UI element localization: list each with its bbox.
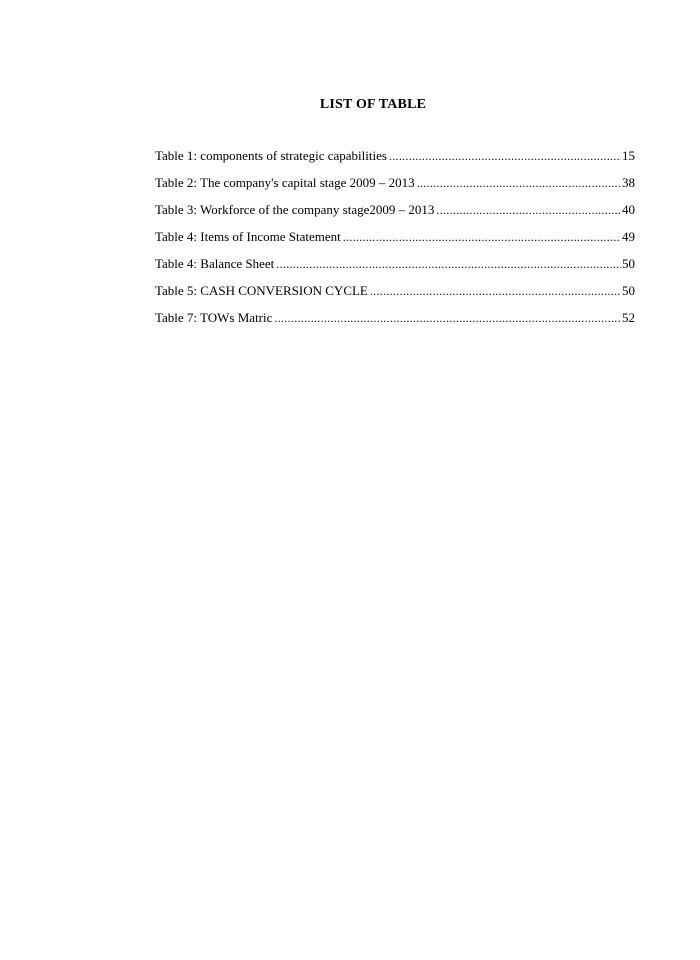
dot-leader (436, 202, 621, 218)
toc-entry-page-number: 52 (622, 310, 635, 325)
toc-entry-label: Table 4: Balance Sheet (155, 256, 275, 271)
toc-entry-page-number: 38 (622, 175, 635, 190)
toc-entry-label: Table 1: components of strategic capabilities (155, 148, 387, 163)
toc-entry-page-number: 50 (622, 283, 635, 298)
toc-entry-page-number: 40 (622, 202, 635, 217)
dot-leader (343, 229, 621, 245)
toc-entry-table-4-balance (155, 256, 635, 283)
toc-entry-page-number: 50 (622, 256, 635, 271)
toc-entry-table-2 (155, 175, 635, 202)
toc-entry-label: Table 7: TOWs Matric (155, 310, 273, 325)
page-title: LIST OF TABLE (319, 97, 427, 112)
dot-leader (417, 175, 621, 191)
toc-entry-label: Table 3: Workforce of the company stage2009 – 2013 (155, 202, 435, 217)
toc-entry-label: Table 5: CASH CONVERSION CYCLE (155, 283, 368, 298)
toc-entry-label: Table 2: The company's capital stage 2009 – 2013 (155, 175, 415, 190)
toc-entry-label: Table 4: Items of Income Statement (155, 229, 341, 244)
dot-leader (370, 283, 621, 299)
toc-entry-table-5 (155, 283, 635, 310)
dot-leader (274, 310, 621, 326)
dot-leader (276, 256, 621, 272)
table-list (155, 148, 635, 337)
toc-entry-table-3 (155, 202, 635, 229)
toc-entry-table-1 (155, 148, 635, 175)
toc-entry-table-7 (155, 310, 635, 337)
toc-entry-page-number: 49 (622, 229, 635, 244)
toc-entry-table-4-income (155, 229, 635, 256)
toc-entry-page-number: 15 (622, 148, 635, 163)
dot-leader (389, 148, 621, 164)
